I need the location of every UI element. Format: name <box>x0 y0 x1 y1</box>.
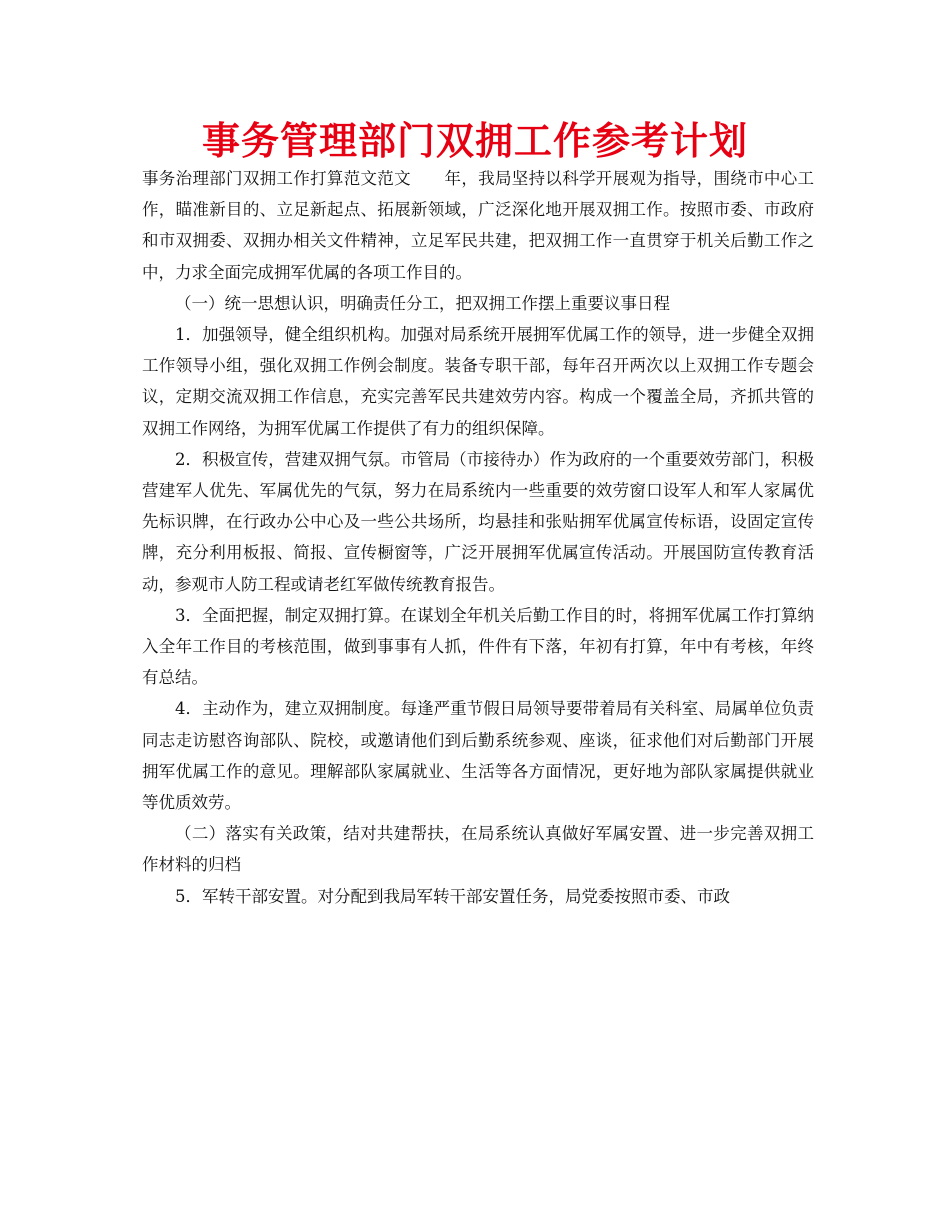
paragraph-item-2: 2．积极宣传，营建双拥气氛。市管局（市接待办）作为政府的一个重要效劳部门，积极营建军人优先、军属优先的气氛，努力在局系统内一些重要的效劳窗口设军人和军人家属优先标识牌，在行政办公中心及一些公共场所，均悬挂和张贴拥军优属宣传标语，设固定宣传牌，充分利用板报、简报、宣传橱窗等，广泛开展拥军优属宣传活动。开展国防宣传教育活动，参观市人防工程或请老红军做传统教育报告。 <box>142 449 814 594</box>
paragraph-item-5: 5．军转干部安置。对分配到我局军转干部安置任务，局党委按照市委、市政 <box>175 886 730 906</box>
paragraph-item-1: 1．加强领导，健全组织机构。加强对局系统开展拥军优属工作的领导，进一步健全双拥工作领导小组，强化双拥工作例会制度。装备专职干部，每年召开两次以上双拥工作专题会议，定期交流双拥工作信息，充实完善军民共建效劳内容。构成一个覆盖全局，齐抓共管的双拥工作网络，为拥军优属工作提供了有力的组织保障。 <box>142 325 814 438</box>
document-title: 事务管理部门双拥工作参考计划 <box>201 119 748 163</box>
paragraph-item-4: 4．主动作为，建立双拥制度。每逢严重节假日局领导要带着局有关科室、局属单位负责同志走访慰咨询部队、院校，或邀请他们到后勤系统参观、座谈，征求他们对后勤部门开展拥军优属工作的意见。理解部队家属就业、生活等各方面情况，更好地为部队家属提供就业等优质效劳。 <box>142 699 814 813</box>
intro-paragraph: 事务治理部门双拥工作打算范文范文 年，我局坚持以科学开展观为指导，围绕市中心工作，瞄准新目的、立足新起点、拓展新领域，广泛深化地开展双拥工作。按照市委、市政府和市双拥委、双拥办相关文件精神，立足军民共建，把双拥工作一直贯穿于机关后勤工作之中，力求全面完成拥军优属的各项工作目的。 <box>142 169 814 282</box>
paragraph-item-3: 3．全面把握，制定双拥打算。在谋划全年机关后勤工作目的时，将拥军优属工作打算纳入全年工作目的考核范围，做到事事有人抓，件件有下落，年初有打算，年中有考核，年终有总结。 <box>142 605 814 688</box>
section-heading-2: （二）落实有关政策，结对共建帮扶，在局系统认真做好军属安置、进一步完善双拥工作材料的归档 <box>142 824 814 875</box>
document-body <box>142 163 814 912</box>
section-heading-1: （一）统一思想认识，明确责任分工，把双拥工作摆上重要议事日程 <box>175 293 670 313</box>
